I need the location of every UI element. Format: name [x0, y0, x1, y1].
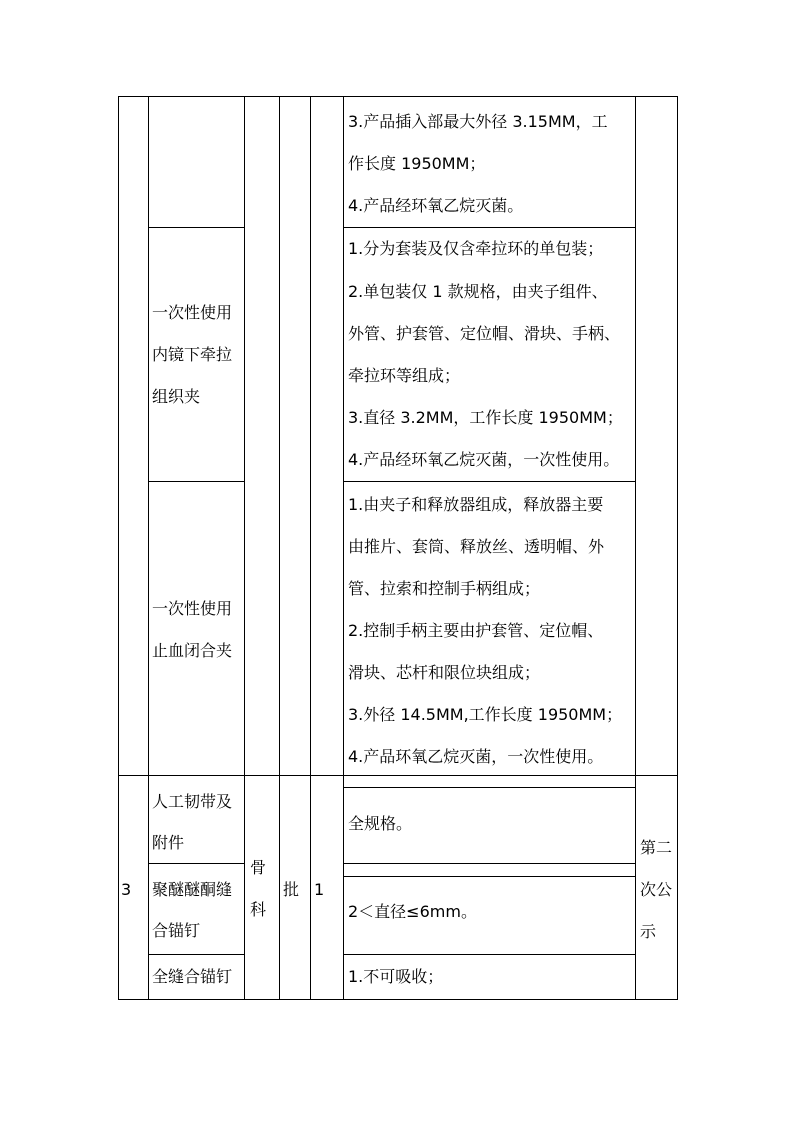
note-cell: 次公 [640, 880, 673, 899]
product-name-line: 组织夹 [152, 387, 201, 406]
spec-line: 2＜直径≤6mm。 [348, 902, 477, 921]
quantity-cell: 1 [314, 880, 325, 899]
note-cell: 示 [640, 922, 657, 941]
category-cell: 科 [250, 900, 267, 919]
grid-line [343, 787, 635, 788]
spec-line: 4.产品环氧乙烷灭菌，一次性使用。 [348, 747, 604, 766]
spec-line: 3.产品插入部最大外径 3.15MM，工 [348, 112, 608, 131]
grid-line [310, 96, 311, 1000]
grid-line [118, 999, 678, 1000]
unit-cell: 批 [283, 880, 300, 899]
spec-line: 2.控制手柄主要由护套管、定位帽、 [348, 621, 604, 640]
grid-line [118, 775, 678, 776]
spec-line: 3.外径 14.5MM,工作长度 1950MM； [348, 705, 623, 724]
product-name-line: 合锚钉 [152, 921, 201, 940]
category-cell: 骨 [250, 858, 267, 877]
grid-line [343, 227, 635, 228]
note-cell: 第二 [640, 838, 673, 857]
spec-line: 4.产品经环氧乙烷灭菌，一次性使用。 [348, 450, 620, 469]
row-index: 3 [121, 880, 132, 899]
spec-line: 外管、护套管、定位帽、滑块、手柄、 [348, 324, 621, 343]
grid-line [343, 876, 635, 877]
spec-line: 3.直径 3.2MM，工作长度 1950MM； [348, 408, 623, 427]
product-name-line: 一次性使用 [152, 303, 233, 322]
spec-line: 4.产品经环氧乙烷灭菌。 [348, 196, 524, 215]
spec-line: 1.分为套装及仅含牵拉环的单包装； [348, 239, 604, 258]
product-name-line: 附件 [152, 833, 185, 852]
spec-line: 由推片、套筒、释放丝、透明帽、外 [348, 537, 605, 556]
grid-line [118, 96, 119, 1000]
grid-line [148, 954, 244, 955]
product-name-line: 一次性使用 [152, 599, 233, 618]
product-name-line: 止血闭合夹 [152, 641, 233, 660]
spec-line: 滑块、芯杆和限位块组成； [348, 663, 541, 682]
grid-line [148, 863, 244, 864]
product-name-line: 全缝合锚钉 [152, 967, 233, 986]
spec-line: 作长度 1950MM； [348, 154, 486, 173]
grid-line [343, 863, 635, 864]
spec-line: 1.由夹子和释放器组成，释放器主要 [348, 495, 604, 514]
spec-line: 管、拉索和控制手柄组成； [348, 579, 541, 598]
grid-line [244, 96, 245, 1000]
grid-line [148, 481, 244, 482]
grid-line [635, 96, 636, 1000]
grid-line [148, 227, 244, 228]
grid-line [343, 954, 635, 955]
grid-line [343, 481, 635, 482]
grid-line [343, 96, 344, 1000]
grid-line [148, 96, 149, 1000]
spec-line: 全规格。 [348, 814, 413, 833]
grid-line [677, 96, 678, 1000]
product-name-line: 内镜下牵拉 [152, 345, 233, 364]
product-name-line: 聚醚醚酮缝 [152, 880, 233, 899]
spec-line: 2.单包装仅 1 款规格，由夹子组件、 [348, 282, 608, 301]
product-name-line: 人工韧带及 [152, 792, 233, 811]
grid-line [279, 96, 280, 1000]
spec-line: 牵拉环等组成； [348, 366, 461, 385]
grid-line [118, 96, 678, 97]
spec-line: 1.不可吸收； [348, 967, 444, 986]
